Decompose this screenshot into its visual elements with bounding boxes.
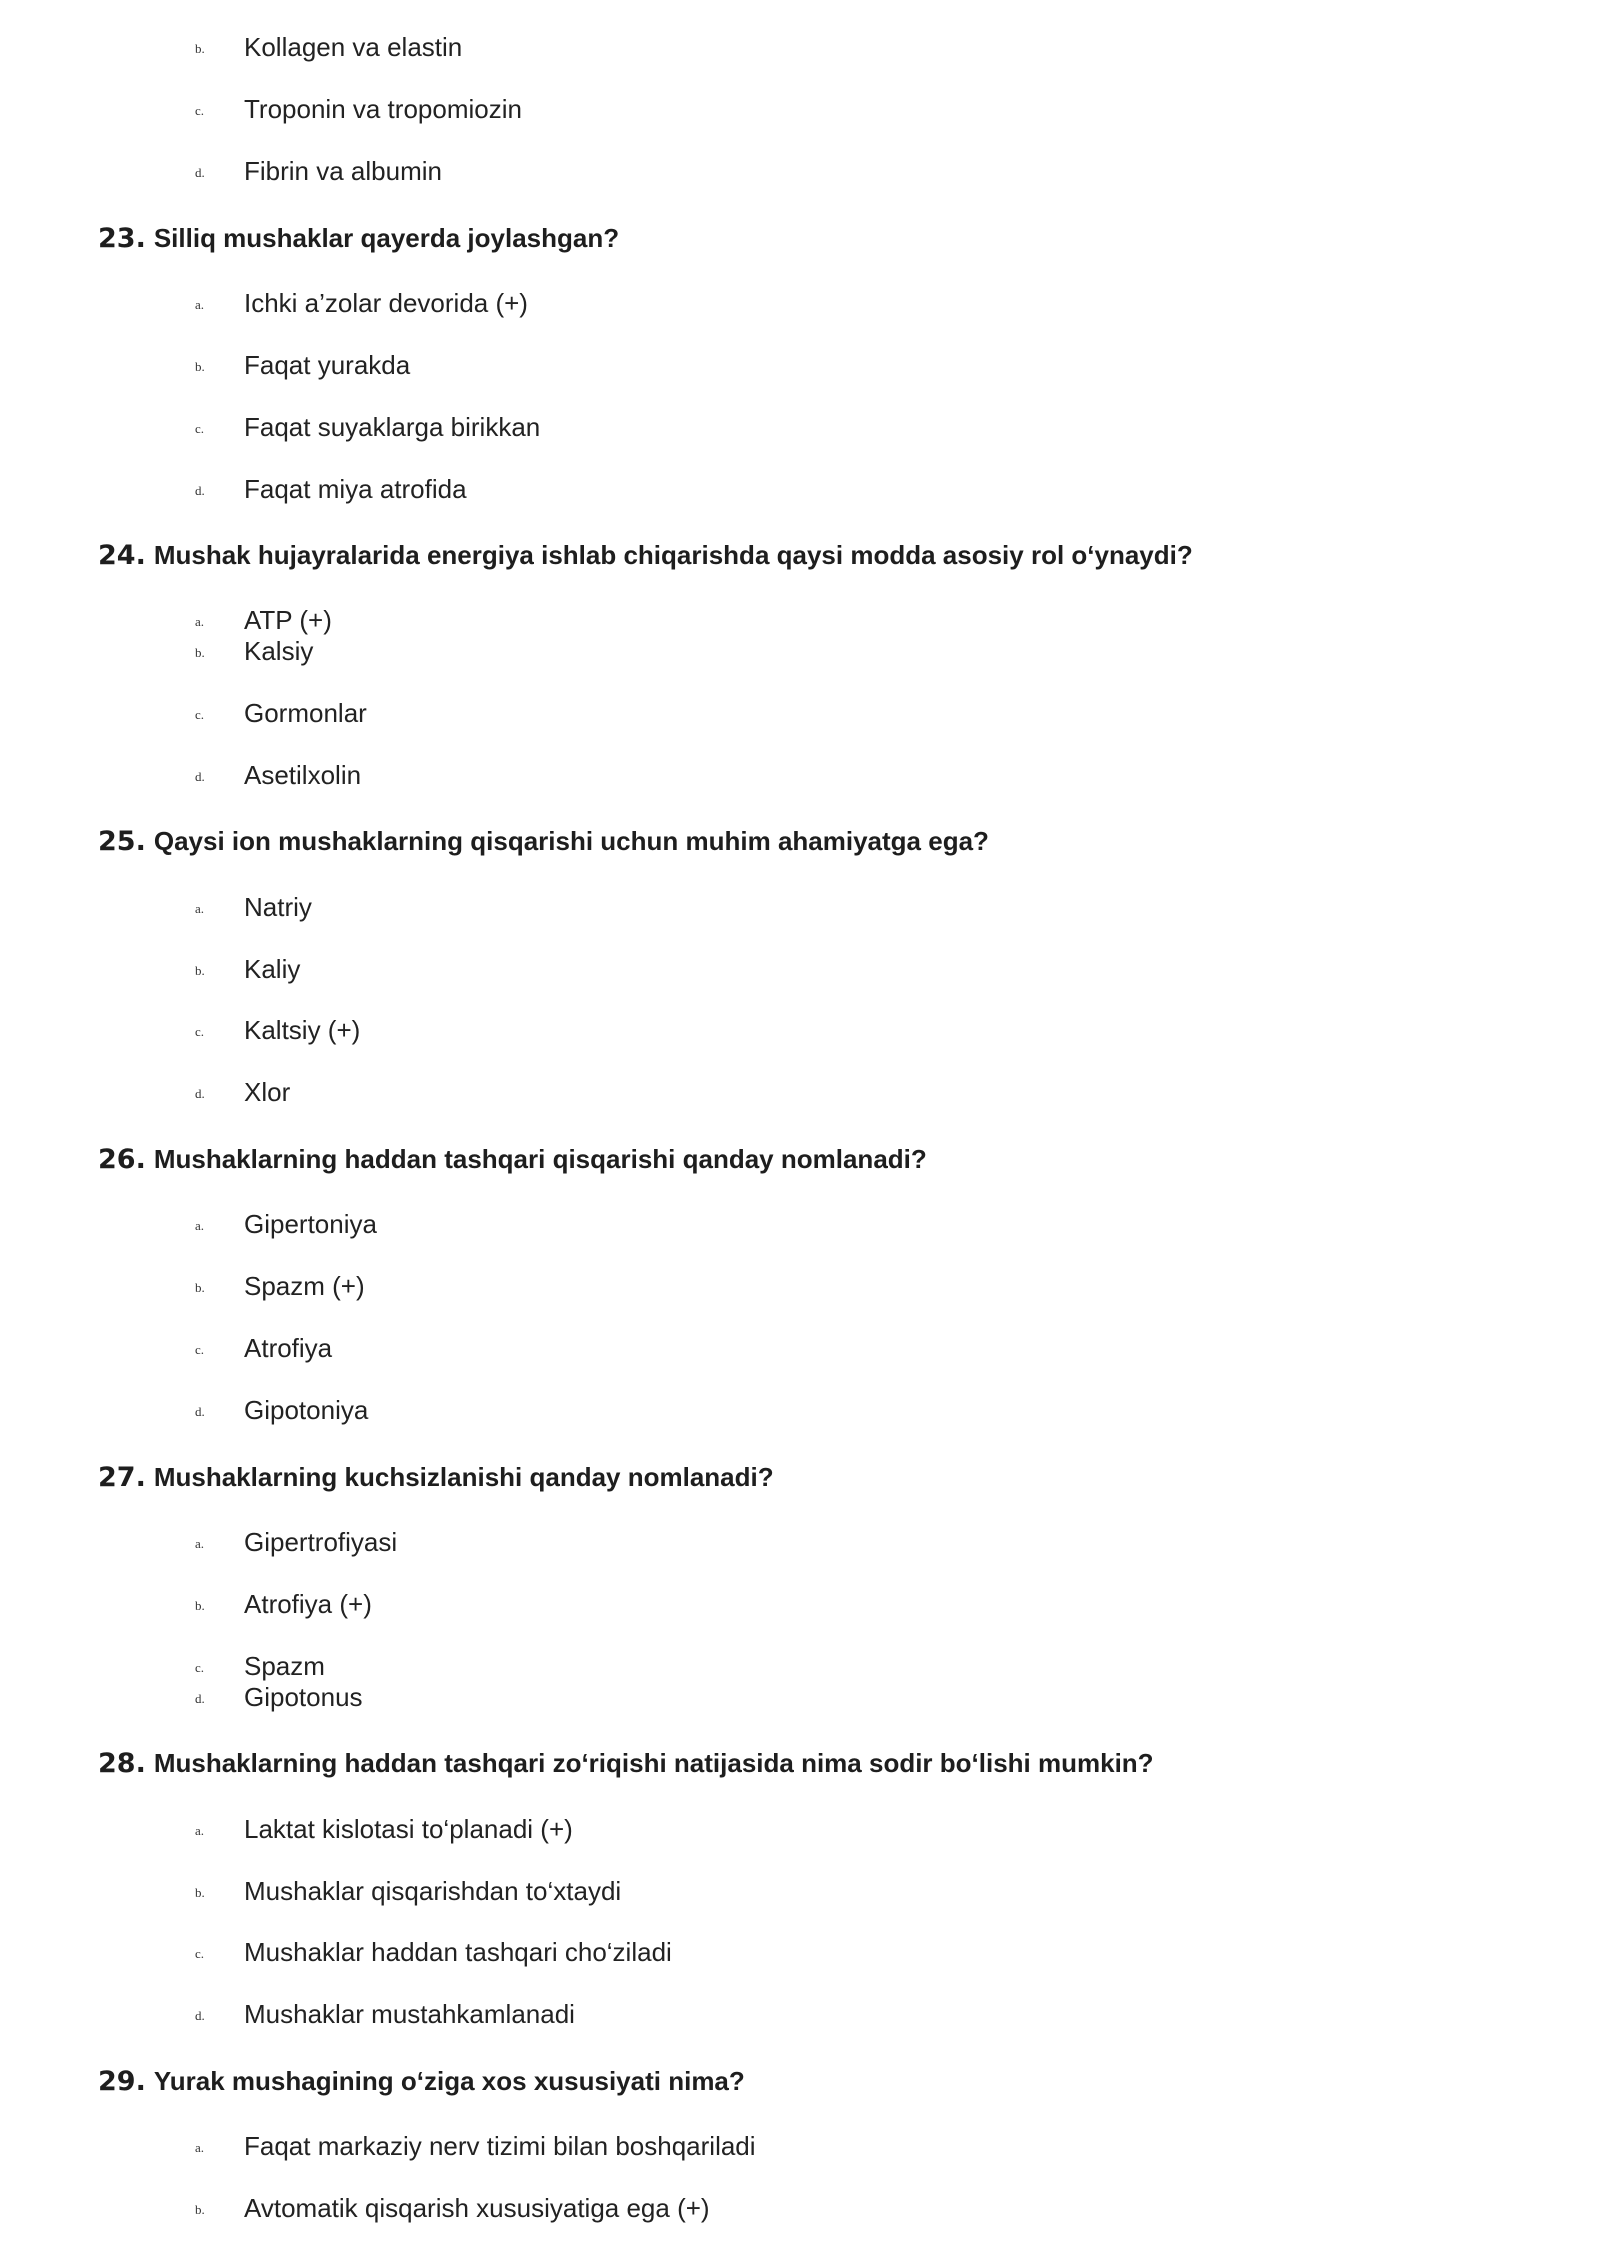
option-text: Spazm bbox=[244, 1651, 325, 1681]
option-text: ATP (+) bbox=[244, 605, 332, 635]
option-letter: c. bbox=[195, 1660, 205, 1675]
option-text: Avtomatik qisqarish xususiyatiga ega (+) bbox=[244, 2193, 710, 2223]
option-letter: d. bbox=[195, 483, 205, 498]
option-letter: b. bbox=[195, 359, 205, 374]
question-heading bbox=[98, 539, 1193, 572]
question-text: Yurak mushagining o‘ziga xos xususiyati nima? bbox=[153, 2066, 745, 2096]
question-heading bbox=[98, 1143, 927, 1176]
option-text: Mushaklar mustahkamlanadi bbox=[244, 1999, 575, 2029]
option-letter: d. bbox=[195, 1086, 205, 1101]
option-text: Mushaklar qisqarishdan to‘xtaydi bbox=[244, 1876, 622, 1906]
option-text: Ichki a’zolar devorida (+) bbox=[244, 288, 528, 318]
option-text: Kalsiy bbox=[244, 636, 314, 666]
option-text: Atrofiya (+) bbox=[244, 1589, 372, 1619]
question-number: 23. bbox=[98, 223, 146, 254]
question-heading bbox=[98, 1461, 774, 1494]
question-heading bbox=[98, 825, 989, 858]
option-text: Asetilxolin bbox=[244, 760, 362, 790]
option-text: Atrofiya bbox=[244, 1333, 333, 1363]
option-letter: c. bbox=[195, 1024, 205, 1039]
option-text: Gipertoniya bbox=[244, 1209, 377, 1239]
question-text: Mushaklarning haddan tashqari zo‘riqishi natijasida nima sodir bo‘lishi mumkin? bbox=[153, 1748, 1154, 1778]
question-text: Mushaklarning kuchsizlanishi qanday nomlanadi? bbox=[153, 1462, 774, 1492]
option-letter: a. bbox=[195, 1536, 205, 1551]
option-text: Faqat suyaklarga birikkan bbox=[244, 412, 541, 442]
question-text: Qaysi ion mushaklarning qisqarishi uchun muhim ahamiyatga ega? bbox=[153, 826, 989, 856]
option-letter: a. bbox=[195, 1218, 205, 1233]
option-letter: c. bbox=[195, 1946, 205, 1961]
option-letter: d. bbox=[195, 1404, 205, 1419]
option-letter: c. bbox=[195, 707, 205, 722]
question-number: 26. bbox=[98, 1144, 146, 1175]
question-heading bbox=[98, 222, 619, 255]
option-letter: b. bbox=[195, 2202, 205, 2217]
option-text: Kaltsiy (+) bbox=[244, 1015, 361, 1045]
option-letter: b. bbox=[195, 41, 205, 56]
question-text: Silliq mushaklar qayerda joylashgan? bbox=[153, 223, 620, 253]
option-text: Faqat miya atrofida bbox=[244, 474, 467, 504]
option-text: Kaliy bbox=[244, 954, 301, 984]
option-text: Spazm (+) bbox=[244, 1271, 365, 1301]
option-text: Troponin va tropomiozin bbox=[244, 94, 522, 124]
question-text: Mushak hujayralarida energiya ishlab chiqarishda qaysi modda asosiy rol o‘ynaydi? bbox=[153, 540, 1193, 570]
option-text: Xlor bbox=[244, 1077, 291, 1107]
question-number: 28. bbox=[98, 1748, 146, 1779]
question-number: 25. bbox=[98, 826, 146, 857]
option-letter: c. bbox=[195, 421, 205, 436]
question-text: Mushaklarning haddan tashqari qisqarishi qanday nomlanadi? bbox=[153, 1144, 927, 1174]
option-text: Gipotoniya bbox=[244, 1395, 369, 1425]
option-letter: c. bbox=[195, 103, 205, 118]
option-text: Kollagen va elastin bbox=[244, 32, 463, 62]
option-text: Natriy bbox=[244, 892, 312, 922]
question-number: 27. bbox=[98, 1462, 146, 1493]
option-letter: b. bbox=[195, 963, 205, 978]
option-text: Gipertrofiyasi bbox=[244, 1527, 398, 1557]
option-letter: d. bbox=[195, 2008, 205, 2023]
option-text: Faqat yurakda bbox=[244, 350, 411, 380]
option-text: Gipotonus bbox=[244, 1682, 363, 1712]
option-text: Fibrin va albumin bbox=[244, 156, 442, 186]
option-letter: a. bbox=[195, 1823, 205, 1838]
option-letter: b. bbox=[195, 1598, 205, 1613]
question-heading bbox=[98, 2065, 745, 2098]
question-number: 29. bbox=[98, 2066, 146, 2097]
option-letter: d. bbox=[195, 769, 205, 784]
option-letter: a. bbox=[195, 297, 205, 312]
option-letter: d. bbox=[195, 165, 205, 180]
option-letter: b. bbox=[195, 1885, 205, 1900]
option-letter: c. bbox=[195, 1342, 205, 1357]
option-text: Gormonlar bbox=[244, 698, 367, 728]
option-letter: b. bbox=[195, 645, 205, 660]
option-letter: a. bbox=[195, 2140, 205, 2155]
option-text: Faqat markaziy nerv tizimi bilan boshqariladi bbox=[244, 2131, 756, 2161]
question-number: 24. bbox=[98, 540, 146, 571]
option-letter: a. bbox=[195, 614, 205, 629]
option-text: Mushaklar haddan tashqari cho‘ziladi bbox=[244, 1937, 672, 1967]
option-text: Laktat kislotasi to‘planadi (+) bbox=[244, 1814, 573, 1844]
option-letter: d. bbox=[195, 1691, 205, 1706]
question-heading bbox=[98, 1747, 1154, 1780]
option-letter: b. bbox=[195, 1280, 205, 1295]
option-letter: a. bbox=[195, 901, 205, 916]
